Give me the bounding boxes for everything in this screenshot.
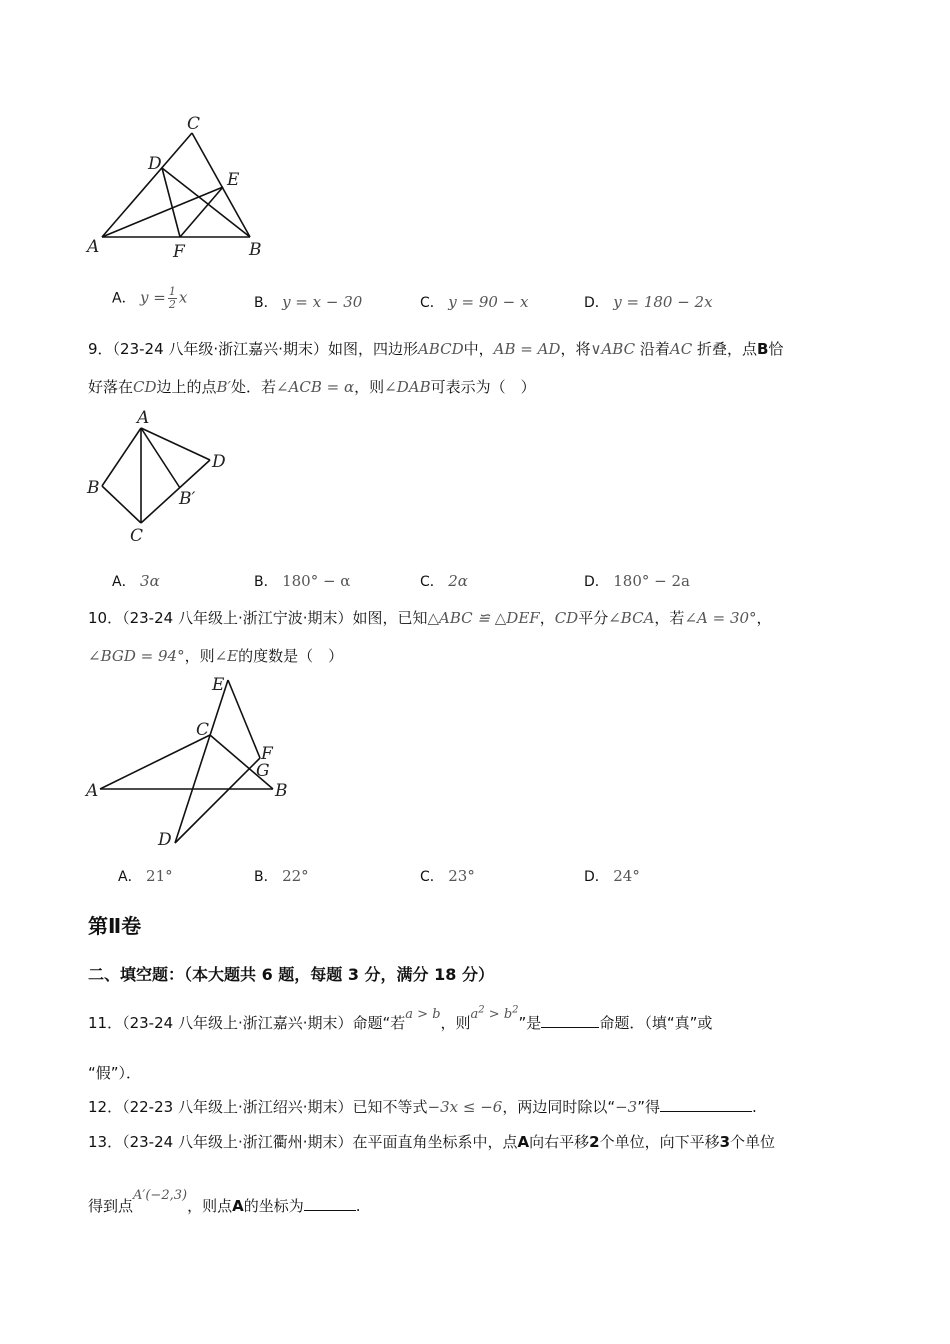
q8-option-b[interactable]: B． y = x − 30 [254,293,363,311]
label-D: D [148,154,162,174]
label-C: C [196,720,210,740]
q8-option-d[interactable]: D． y = 180 − 2x [584,293,713,311]
q10-option-c[interactable]: C． 23° [420,867,475,885]
q9-option-b[interactable]: B． 180° − α [254,572,351,590]
section-title: 二、填空题：（本大题共 6 题，每题 3 分，满分 18 分） [88,965,494,984]
q10-option-a[interactable]: A． 21° [118,867,173,885]
question-11-line1: 11．（23-24 八年级上·浙江嘉兴·期末）命题“若a > b，则$a^2 > b^2$”是 命题．（填“真”或 [88,1004,713,1032]
q9-option-a[interactable]: A． 3α [112,572,160,590]
label-A: A [87,237,100,257]
figure-q10 [80,668,310,853]
label-B-prime: B′ [179,489,196,509]
label-F: F [261,744,273,764]
label-B: B [249,240,262,260]
figure-q9 [80,405,240,550]
q9-option-d[interactable]: D． 180° − 2a [584,572,690,590]
question-12: 12．（22-23 八年级上·浙江绍兴·期末）已知不等式−3x ≤ −6，两边同时除以“−3”得 . [88,1098,757,1116]
label-F: F [173,242,185,262]
fraction: $\frac{1}{2}$ [168,285,176,311]
label-A: A [86,781,99,801]
label-A: A [137,408,150,428]
q8-option-c[interactable]: C． y = 90 − x [420,293,529,311]
q10-option-d[interactable]: D． 24° [584,867,640,885]
question-10-line1: 10．（23-24 八年级上·浙江宁波·期末）如图，已知△ABC ≌ △DEF，CD平分∠BCA，若∠A = 30°， [88,609,772,627]
label-D: D [212,452,226,472]
answer-blank[interactable] [304,1196,356,1211]
question-10-line2: ∠BGD = 94°，则∠E的度数是（ ） [88,647,344,665]
question-9-line2: 好落在CD边上的点B′处．若∠ACB = α，则∠DAB可表示为（ ） [88,378,536,396]
q11-inequality: $a^2 > b^2$ [470,1004,519,1022]
label-D: D [158,830,172,850]
q8-option-a[interactable]: A． y = $\frac{1}{2}$ x [112,285,188,311]
label-E: E [212,675,225,695]
answer-blank[interactable] [660,1097,752,1112]
question-11-line2: “假”）． [88,1064,142,1082]
question-13-line1: 13．（23-24 八年级上·浙江衢州·期末）在平面直角坐标系中，点A向右平移2个单位，向下平移3个单位 [88,1133,776,1151]
label-E: E [227,170,240,190]
label-B: B [87,478,100,498]
label-C: C [187,114,201,134]
label-G: G [256,761,270,781]
question-9-line1: 9．（23-24 八年级·浙江嘉兴·期末）如图，四边形ABCD中，AB = AD，将∨ABC 沿着AC 折叠，点B恰 [88,340,784,358]
question-13-line2: 得到点A′(−2,3)，则点A的坐标为 . [88,1188,361,1215]
label-C: C [130,526,144,546]
q9-option-c[interactable]: C． 2α [420,572,468,590]
answer-blank[interactable] [541,1013,599,1028]
part-title: 第Ⅱ卷 [88,914,142,938]
q10-option-b[interactable]: B． 22° [254,867,309,885]
figure-q8 [80,112,280,262]
label-B: B [275,781,288,801]
